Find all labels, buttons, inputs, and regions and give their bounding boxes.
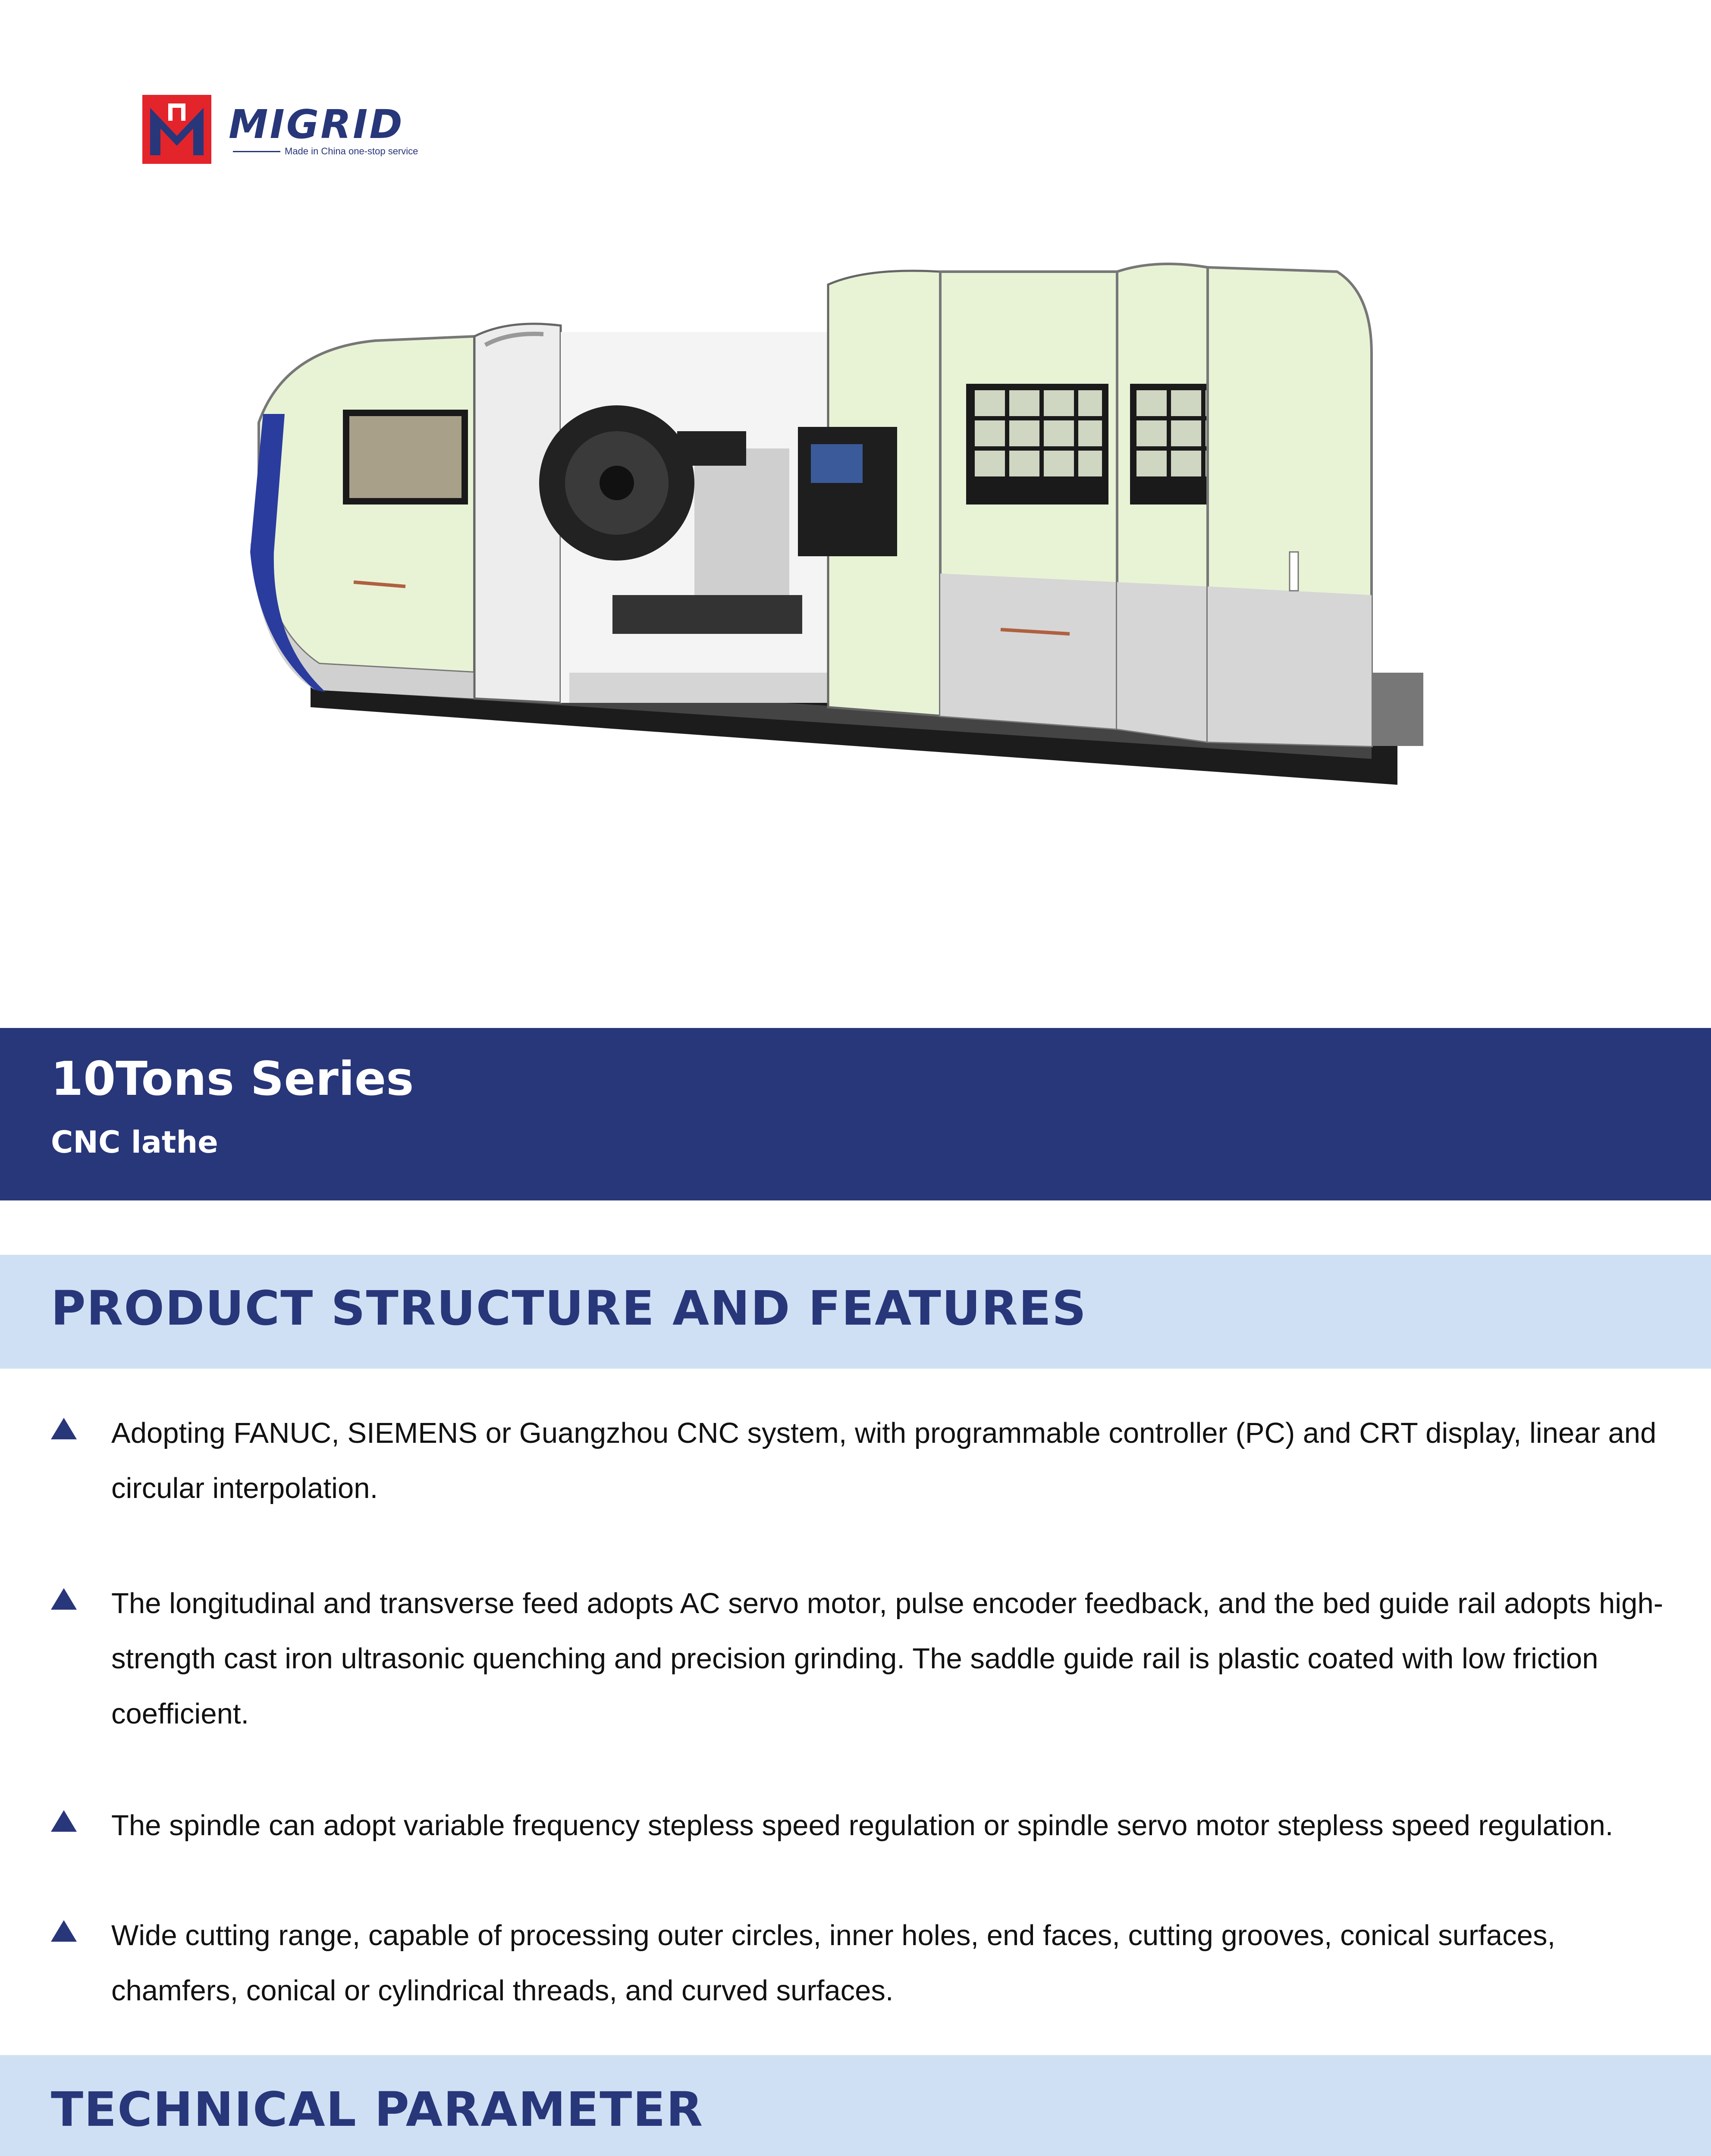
triangle-bullet-icon [51,1920,77,1942]
series-subtitle: CNC lathe [51,1125,218,1160]
feature-text: The longitudinal and transverse feed adopts AC servo motor, pulse encoder feedback, and the bed guide rail adopts high-strength cast iron ultrasonic quenching and precision grinding. The saddle guide rail is plastic coated with low friction coefficient. [111,1587,1664,1730]
brand-logo[interactable] [142,95,444,164]
feature-text: The spindle can adopt variable frequency stepless speed regulation or spindle servo motor stepless speed regulation. [111,1809,1614,1842]
tech-section-title: TECHNICAL PARAMETER [51,2082,704,2137]
migrid-logo-icon [142,95,211,164]
feature-text: Wide cutting range, capable of processing outer circles, inner holes, end faces, cutting grooves, conical surfaces, chamfers, conical or cylindrical threads, and curved surfaces. [111,1919,1556,2007]
brand-name: MIGRID [229,101,404,147]
features-section-title: PRODUCT STRUCTURE AND FEATURES [51,1281,1087,1336]
triangle-bullet-icon [51,1588,77,1610]
feature-item [51,1406,1673,1516]
feature-item [51,1908,1673,2018]
feature-item [51,1576,1673,1742]
feature-item [51,1798,1673,1853]
triangle-bullet-icon [51,1810,77,1832]
triangle-bullet-icon [51,1418,77,1439]
cnc-lathe-image [233,241,1466,845]
series-title: 10Tons Series [51,1052,414,1106]
brand-tagline: Made in China one-stop service [285,146,418,157]
tagline-divider [233,151,280,152]
feature-text: Adopting FANUC, SIEMENS or Guangzhou CNC system, with programmable controller (PC) and CRT display, linear and circular interpolation. [111,1417,1657,1504]
